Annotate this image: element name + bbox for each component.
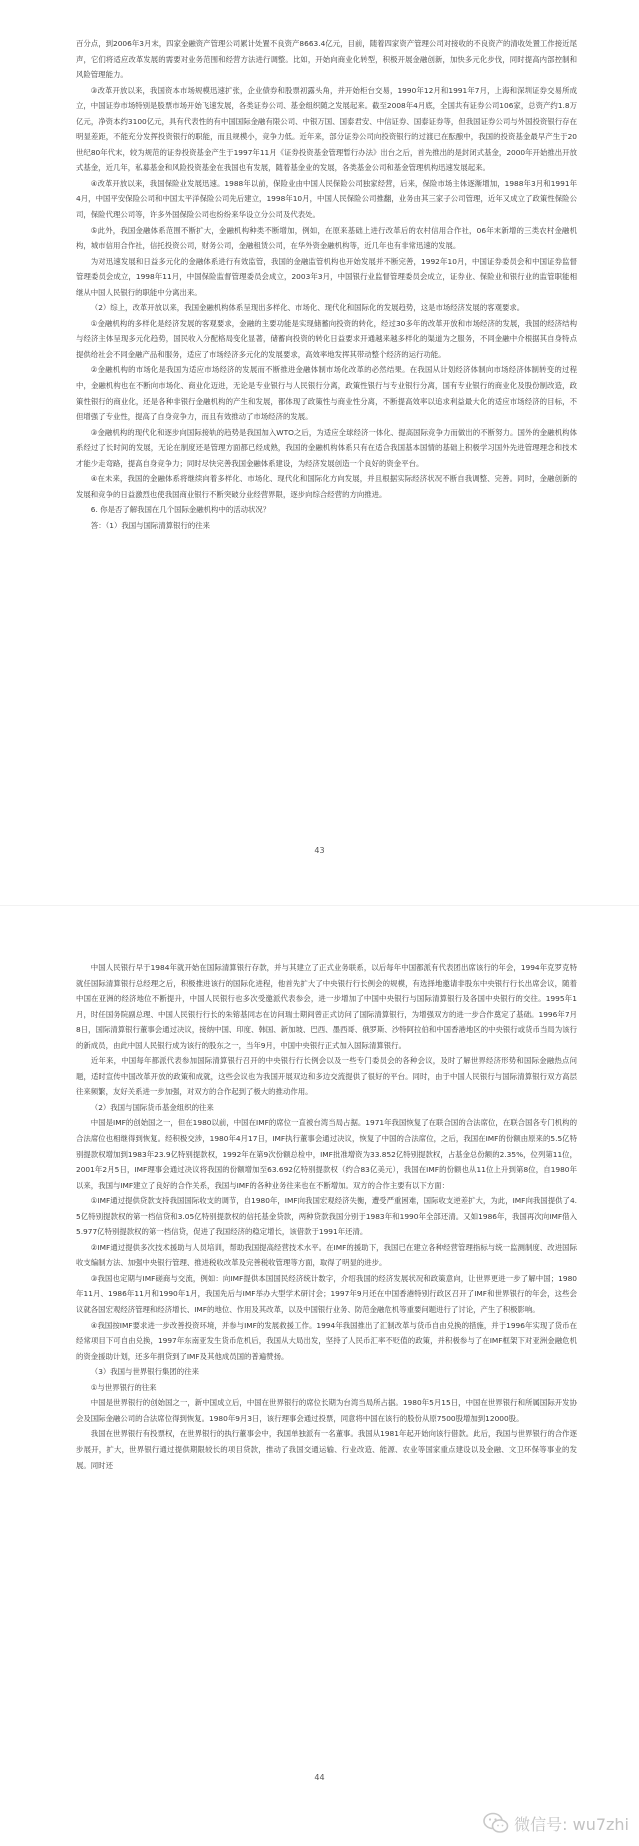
watermark-text: 微信号: wu7zhi (514, 1814, 629, 1834)
paragraph: ④在未来，我国的金融体系将继续向着多样化、市场化、现代化和国际化方向发展，并且根据实际经济状况不断自我调整、完善。同时，金融创新的发展和竞争的日益激烈也使我国商业银行不断突破分业经营界限，逐步向综合经营的方向推进。 (76, 474, 577, 499)
wechat-icon (483, 1812, 509, 1834)
paragraph: 我国在世界银行有投票权，在世界银行的执行董事会中，我国单独派有一名董事。我国从1981年起开始向该行借款。此后，我国与世界银行的合作逐步展开，扩大，世界银行通过提供期限较长的项目贷款，推动了我国交通运输、行业改造、能源、农业等国家重点建设以及金融、文卫环保等事业的发展。同时还 (76, 1429, 577, 1470)
answer-heading: 答：（1）我国与国际清算银行的往来 (90, 520, 211, 530)
paragraph: ④改革开放以来，我国保险业发展迅速。1988年以前，保险业由中国人民保险公司独家经营，后来，保险市场主体逐渐增加，1988年3月和1991年4月，中国平安保险公司和中国太平洋保险公司先后建立，1998年10月，中国人民保险公司推翻，业务由其三家子公司管理，近年又成立了政策性保险公司，保险代理公司等，许多外国保险公司也纷纷来华设立分公司及代表处。 (76, 178, 577, 220)
paragraph: ③金融机构的现代化和逐步向国际接轨的趋势是我国加入WTO之后，为适应全球经济一体化、提高国际竞争力而做出的不断努力。国外的金融机构体系经过了长时间的发展，无论在制度还是管理方面都已经成熟，我国的金融机构体系只有在适合我国基本国情的基础上积极学习国外先进管理理念和技术才能少走弯路，提高自身竞争力；同时尽快完善我国金融体系建设，为经济发展创造一个良好的资金平台。 (76, 427, 577, 468)
paragraph: ②IMF通过提供多次技术援助与人员培训，帮助我国提高经营技术水平。在IMF的援助下，我国已在建立各种经营管理指标与统一监测制度、改进国际收支编制方法、加强中央银行管理、推进税收改革及完善税收管理等方面，取得了明显的进步。 (76, 1242, 577, 1268)
paragraph: ①金融机构的多样化是经济发展的客观要求，金融的主要功能是实现储蓄向投资的转化，经过30多年的改革开放和市场经济的发展，我国的经济结构与经济主体呈现多元化趋势，国民收入分配格局变化显著，储蓄向投资的转化日益要求开通越来越多样化的渠道为之服务，不同金融中介根据其自身特点提供给社会不同金融产品和服务，适应了市场经济多元化的发展要求，高效率地发挥其带动整个经济的运行功能。 (76, 318, 577, 359)
paragraph: 百分点，到2006年3月末，四家金融资产管理公司累计处置不良资产8663.4亿元，目前，随着四家资产管理公司对接收的不良资产的清收处置工作接近尾声，它们将适应改革发展的需要对业务范围和经营方法进行调整。比如，开始向商业化转型，积极开展金融创新，加快多元化步伐，同时提高内部控制和风险管理能力。 (76, 39, 577, 80)
paragraph: 中国是世界银行的创始国之一，新中国成立后，中国在世界银行的席位长期为台湾当局所占据。1980年5月15日，中国在世界银行和所属国际开发协会及国际金融公司的合法席位得到恢复。1980年9月3日，该行理事会通过投票，同意将中国在该行的股份从原7500股增加到12000股。 (76, 1398, 577, 1423)
page-44 (0, 960, 639, 1846)
wechat-watermark (483, 1810, 629, 1836)
paragraph: ③改革开放以来，我国资本市场规模迅速扩张，企业债券和股票初露头角，并开始柜台交易，1990年12月和1991年7月，上海和深圳证券交易所成立，中国证券市场特别是股票市场开始飞速发展，各类证券公司、基金组织随之发展起来。截至2008年4月底，全国共有证券公司106家，总资产约1.8万亿元，净资本约3100亿元，具有代表性的有中国国际金融有限公司、中银万国、国泰君安、中信证券、国泰证券等，但我国证券公司与外国投资银行存在明显差距，不能充分发挥投资银行的职能，而且规模小，竞争力低。近年来，部分证券公司向投资银行的过渡已在酝酿中，我国的投资基金最早产生于20世纪80年代末，较为规范的证券投资基金产生于1997年11月《证券投资基金管理暂行办法》出台之后，首先推出的是封闭式基金，2000年开始推出开放式基金，近几年，私募基金和风险投资基金在我国也有发展，随着基金业的发展，各类基金公司和基金管理机构迅速发展起来。 (76, 85, 577, 173)
paragraph: ④我国按IMF要求进一步改善投资环境，并参与IMF的发展救援工作。1994年我国推出了汇制改革与货币自由兑换的措施，并于1996年实现了货币在经常项目下可自由兑换，1997年东南亚发生货币危机后，我国从大局出发，坚持了人民币汇率不贬值的政策，并积极参与了在IMF框架下对亚洲金融危机的资金援助计划，还多年捐贷到了IMF及其他成员国的普遍赞扬。 (76, 1320, 577, 1361)
paragraph: 中国人民银行早于1984年就开始在国际清算银行存款，并与其建立了正式业务联系，以后每年中国都派有代表团出席该行的年会，1994年克罗克特就任国际清算银行总经理之后，积极推进该行的国际化进程，他首先扩大了中央银行行长例会的规模，有选择地邀请非股东中央银行行长出席会议，随着中国在亚洲的经济地位不断提升，中国人民银行也多次受邀派代表参会，进一步增加了中国中央银行与国际清算银行及各国中央银行的交往。1995年1月，时任国务院副总理、中国人民银行行长的朱镕基同志在访问瑞士期间曾正式访问了国际清算银行，为增强双方的进一步合作奠定了基础。1996年7月8日，国际清算银行董事会通过决议，接纳中国、印度、韩国、新加坡、巴西、墨西哥、俄罗斯、沙特阿拉伯和中国香港地区的中央银行或货币当局为该行的新成员，由此中国人民银行成为该行的股东之一，当年9月，中国中央银行正式加入国际清算银行。 (76, 963, 577, 1050)
subsection-heading: ①与世界银行的往来 (90, 1382, 157, 1392)
page-number: 43 (314, 846, 325, 855)
paragraph: 近年来，中国每年都派代表参加国际清算银行召开的中央银行行长例会以及一些专门委员会的各种会议，及时了解世界经济形势和国际金融热点问题，适时宣传中国改革开放的政策和成就，这些会议也为我国开展双边和多边交流提供了很好的平台。同时，由于中国人民银行与国际清算银行双方高层往来频繁，友好关系进一步加强，对双方的合作起到了极大的推动作用。 (76, 1056, 577, 1097)
question-heading: 6. 你是否了解我国在几个国际金融机构中的活动状况？ (90, 505, 271, 515)
paragraph: （2）综上，改革开放以来，我国金融机构体系呈现出多样化、市场化、现代化和国际化的发展趋势，这是市场经济发展的客观要求。 (90, 303, 525, 313)
paragraph: 为对迅速发展和日益多元化的金融体系进行有效监管，我国的金融监管机构也开始发展并不断完善，1992年10月，中国证券委员会和中国证券监督管理委员会成立，1998年11月，中国保险监督管理委员会成立，2003年3月，中国银行业监督管理委员会成立，证券业、保险业和银行业的监管职能相继从中国人民银行的职能中分离出来。 (76, 256, 577, 297)
page-divider (0, 905, 639, 906)
page-number: 44 (314, 1773, 325, 1782)
paragraph: ⑤此外，我国金融体系范围不断扩大，金融机构种类不断增加，例如，在原来基础上进行改革后的农村信用合作社，06年末新增的三类农村金融机构，城市信用合作社，信托投资公司，财务公司，金融租赁公司，在华外资金融机构等，近几年也有非常迅速的发展。 (76, 225, 577, 251)
paragraph: ①IMF通过提供贷款支持我国国际收支的调节，自1980年，IMF向我国宏观经济失衡，遭受严重困难，国际收支逆差扩大，为此，IMF向我国提供了4.5亿特别提款权的第一档信贷和3.05亿特别提款权的信托基金贷款，两种贷款我国分别于1983年和1990年全部还清。又如1986年，我国再次向IMF借入5.977亿特别提款权的第一档信贷，促进了我国经济的稳定增长，该借款于1991年还清。 (76, 1196, 577, 1237)
paragraph: 中国是IMF的创始国之一，但在1980以前，中国在IMF的席位一直被台湾当局占据。1971年我国恢复了在联合国的合法席位，在联合国各专门机构的合法席位也相继得到恢复。经积极交涉，1980年4月17日，IMF执行董事会通过决议，恢复了中国的合法席位，之后，我国在IMF的份额由原来的5.5亿特别提款权增加到1983年23.9亿特别提款权，1992年在第9次份额总检中，IMF批准增资为33.852亿特别提款权，占基金总份额的2.35%，位列第11位，2001年2月5日，IMF理事会通过决议将我国的份额增加至63.692亿特别提款权（约合83亿美元），我国在IMF的份额也从11位上升到第8位，自1980年以来，我国与IMF建立了良好的合作关系，我国与IMF的各种业务往来也在不断增加。双方的合作主要有以下方面： (76, 1118, 577, 1190)
paragraph: ②金融机构的市场化是我国为适应市场经济的发展而不断推进金融体制市场化改革的必然结果。在我国从计划经济体制向市场经济体制转变的过程中，金融机构也在不断向市场化、商业化迈进，无论是专业银行与人民银行分离，政策性银行与专业银行分离，国有专业银行的商业化及股份制改造，政策性银行的商业化，还是各种非银行金融机构的产生和发展，都体现了政策性与商业性分离，不断提高效率以追求利益最大化的适应市场经济的目标，不但增强了专业性，提高了自身竞争力，而且有效推动了市场经济的发展。 (76, 365, 577, 422)
paragraph: ③我国也定期与IMF磋商与交流，例如：向IMF提供本国国民经济统计数字，介绍我国的经济发展状况和政策意向，让世界更进一步了解中国；1980年11月、1986年11月和1990年1月，我国先后与IMF举办大型学术研讨会；1997年9月还在中国香港特别行政区召开了IMF和世界银行的年会，这些会议就各国宏观经济管理和经济增长、IMF的地位、作用及其改革，以及中国银行业务、防范金融危机等重要问题进行了讨论，产生了积极影响。 (76, 1273, 577, 1315)
section-heading: （2）我国与国际货币基金组织的往来 (90, 1102, 214, 1112)
section-heading: （3）我国与世界银行集团的往来 (90, 1367, 199, 1377)
page-43 (0, 36, 639, 896)
